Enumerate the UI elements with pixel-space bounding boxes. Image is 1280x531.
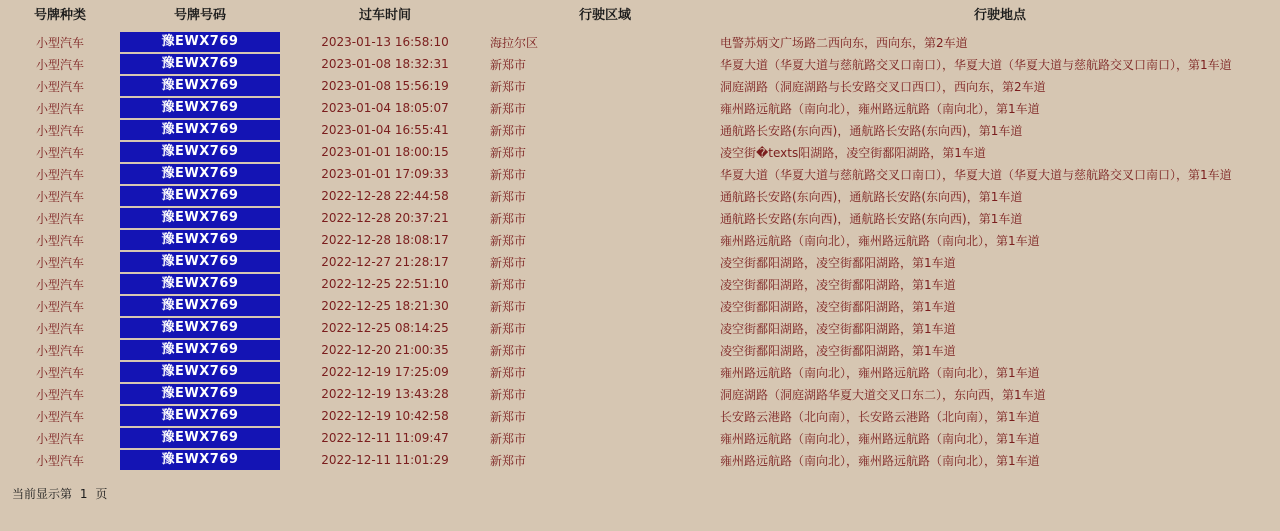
cell-plate-type: 小型汽车 <box>0 97 120 119</box>
plate-badge[interactable]: 豫EWX769 <box>120 296 280 316</box>
table-row[interactable] <box>0 53 1280 75</box>
cell-pass-time: 2022-12-28 18:08:17 <box>280 229 490 251</box>
cell-plate-number <box>120 229 280 251</box>
table-row[interactable] <box>0 251 1280 273</box>
cell-plate-number <box>120 141 280 163</box>
plate-badge[interactable]: 豫EWX769 <box>120 450 280 470</box>
cell-plate-type: 小型汽车 <box>0 53 120 75</box>
cell-plate-number <box>120 207 280 229</box>
cell-plate-type: 小型汽车 <box>0 383 120 405</box>
cell-area: 新郑市 <box>490 405 720 427</box>
cell-area: 新郑市 <box>490 163 720 185</box>
cell-area: 新郑市 <box>490 273 720 295</box>
cell-plate-number <box>120 273 280 295</box>
cell-place: 凌空街鄱阳湖路，凌空街鄱阳湖路，第1车道 <box>720 295 1280 317</box>
table-row[interactable] <box>0 163 1280 185</box>
cell-area: 新郑市 <box>490 229 720 251</box>
table-row[interactable] <box>0 427 1280 449</box>
cell-pass-time: 2023-01-08 18:32:31 <box>280 53 490 75</box>
cell-plate-type: 小型汽车 <box>0 317 120 339</box>
cell-pass-time: 2022-12-27 21:28:17 <box>280 251 490 273</box>
cell-place: 凌空街�texts阳湖路，凌空街鄱阳湖路，第1车道 <box>720 141 1280 163</box>
cell-plate-number <box>120 317 280 339</box>
table-row[interactable] <box>0 361 1280 383</box>
cell-area: 新郑市 <box>490 295 720 317</box>
pagination-current-page[interactable]: 1 <box>79 487 88 501</box>
cell-plate-type: 小型汽车 <box>0 207 120 229</box>
cell-pass-time: 2022-12-25 18:21:30 <box>280 295 490 317</box>
cell-plate-number <box>120 31 280 53</box>
column-header-plate-type: 号牌种类 <box>0 0 120 31</box>
cell-plate-type: 小型汽车 <box>0 75 120 97</box>
plate-badge[interactable]: 豫EWX769 <box>120 252 280 272</box>
cell-area: 新郑市 <box>490 97 720 119</box>
plate-badge[interactable]: 豫EWX769 <box>120 186 280 206</box>
table-row[interactable] <box>0 383 1280 405</box>
cell-place: 凌空街鄱阳湖路，凌空街鄱阳湖路，第1车道 <box>720 273 1280 295</box>
column-header-plate-number: 号牌号码 <box>120 0 280 31</box>
cell-area: 新郑市 <box>490 339 720 361</box>
cell-place: 长安路云港路（北向南），长安路云港路（北向南），第1车道 <box>720 405 1280 427</box>
table-row[interactable] <box>0 119 1280 141</box>
cell-place: 电警苏炳文广场路二西向东，西向东，第2车道 <box>720 31 1280 53</box>
table-row[interactable] <box>0 185 1280 207</box>
cell-plate-number <box>120 185 280 207</box>
cell-plate-type: 小型汽车 <box>0 31 120 53</box>
cell-pass-time: 2022-12-19 17:25:09 <box>280 361 490 383</box>
cell-place: 雍州路远航路（南向北），雍州路远航路（南向北），第1车道 <box>720 97 1280 119</box>
cell-pass-time: 2023-01-13 16:58:10 <box>280 31 490 53</box>
plate-badge[interactable]: 豫EWX769 <box>120 120 280 140</box>
cell-place: 凌空街鄱阳湖路，凌空街鄱阳湖路，第1车道 <box>720 317 1280 339</box>
cell-plate-type: 小型汽车 <box>0 163 120 185</box>
table-row[interactable] <box>0 141 1280 163</box>
cell-area: 新郑市 <box>490 427 720 449</box>
pagination-suffix-label: 页 <box>95 487 108 501</box>
pagination-footer <box>0 485 1280 502</box>
table-row[interactable] <box>0 449 1280 471</box>
cell-place: 凌空街鄱阳湖路，凌空街鄱阳湖路，第1车道 <box>720 251 1280 273</box>
plate-badge[interactable]: 豫EWX769 <box>120 384 280 404</box>
cell-place: 通航路长安路(东向西)，通航路长安路(东向西)，第1车道 <box>720 207 1280 229</box>
cell-pass-time: 2022-12-19 10:42:58 <box>280 405 490 427</box>
cell-plate-number <box>120 75 280 97</box>
table-header <box>0 0 1280 31</box>
cell-plate-type: 小型汽车 <box>0 339 120 361</box>
plate-badge[interactable]: 豫EWX769 <box>120 274 280 294</box>
table-row[interactable] <box>0 295 1280 317</box>
cell-plate-number <box>120 251 280 273</box>
cell-pass-time: 2022-12-11 11:01:29 <box>280 449 490 471</box>
cell-area: 新郑市 <box>490 75 720 97</box>
cell-area: 新郑市 <box>490 141 720 163</box>
cell-place: 雍州路远航路（南向北），雍州路远航路（南向北），第1车道 <box>720 449 1280 471</box>
cell-area: 新郑市 <box>490 119 720 141</box>
cell-pass-time: 2023-01-08 15:56:19 <box>280 75 490 97</box>
column-header-pass-time: 过车时间 <box>280 0 490 31</box>
cell-place: 雍州路远航路（南向北），雍州路远航路（南向北），第1车道 <box>720 229 1280 251</box>
cell-plate-type: 小型汽车 <box>0 251 120 273</box>
plate-badge[interactable]: 豫EWX769 <box>120 230 280 250</box>
cell-place: 洞庭湖路（洞庭湖路与长安路交叉口西口），西向东，第2车道 <box>720 75 1280 97</box>
pagination-prefix-label: 当前显示第 <box>12 487 73 501</box>
cell-plate-number <box>120 295 280 317</box>
cell-plate-type: 小型汽车 <box>0 185 120 207</box>
table-row[interactable] <box>0 317 1280 339</box>
cell-plate-number <box>120 119 280 141</box>
cell-plate-type: 小型汽车 <box>0 273 120 295</box>
cell-plate-number <box>120 97 280 119</box>
cell-place: 洞庭湖路（洞庭湖路华夏大道交叉口东二），东向西，第1车道 <box>720 383 1280 405</box>
cell-plate-number <box>120 427 280 449</box>
cell-plate-number <box>120 405 280 427</box>
table-row[interactable] <box>0 97 1280 119</box>
cell-place: 雍州路远航路（南向北），雍州路远航路（南向北），第1车道 <box>720 361 1280 383</box>
table-row[interactable] <box>0 207 1280 229</box>
cell-place: 凌空街鄱阳湖路，凌空街鄱阳湖路，第1车道 <box>720 339 1280 361</box>
table-row[interactable] <box>0 31 1280 53</box>
cell-plate-type: 小型汽车 <box>0 449 120 471</box>
cell-pass-time: 2023-01-04 16:55:41 <box>280 119 490 141</box>
cell-pass-time: 2023-01-01 17:09:33 <box>280 163 490 185</box>
plate-badge[interactable]: 豫EWX769 <box>120 428 280 448</box>
table-row[interactable] <box>0 273 1280 295</box>
cell-plate-number <box>120 53 280 75</box>
cell-pass-time: 2023-01-04 18:05:07 <box>280 97 490 119</box>
plate-badge[interactable]: 豫EWX769 <box>120 98 280 118</box>
cell-area: 新郑市 <box>490 185 720 207</box>
cell-plate-type: 小型汽车 <box>0 295 120 317</box>
cell-area: 新郑市 <box>490 53 720 75</box>
cell-plate-number <box>120 163 280 185</box>
plate-badge[interactable]: 豫EWX769 <box>120 340 280 360</box>
cell-area: 海拉尔区 <box>490 31 720 53</box>
cell-plate-number <box>120 361 280 383</box>
cell-plate-number <box>120 383 280 405</box>
table-body <box>0 31 1280 471</box>
cell-plate-type: 小型汽车 <box>0 405 120 427</box>
table-row[interactable] <box>0 229 1280 251</box>
cell-plate-type: 小型汽车 <box>0 427 120 449</box>
cell-pass-time: 2023-01-01 18:00:15 <box>280 141 490 163</box>
cell-area: 新郑市 <box>490 317 720 339</box>
cell-area: 新郑市 <box>490 449 720 471</box>
cell-pass-time: 2022-12-25 08:14:25 <box>280 317 490 339</box>
plate-badge[interactable]: 豫EWX769 <box>120 208 280 228</box>
cell-pass-time: 2022-12-20 21:00:35 <box>280 339 490 361</box>
cell-pass-time: 2022-12-19 13:43:28 <box>280 383 490 405</box>
cell-plate-number <box>120 449 280 471</box>
table-row[interactable] <box>0 405 1280 427</box>
column-header-area: 行驶区域 <box>490 0 720 31</box>
cell-area: 新郑市 <box>490 361 720 383</box>
plate-badge[interactable]: 豫EWX769 <box>120 32 280 52</box>
plate-badge[interactable]: 豫EWX769 <box>120 406 280 426</box>
cell-place: 通航路长安路(东向西)，通航路长安路(东向西)，第1车道 <box>720 185 1280 207</box>
plate-badge[interactable]: 豫EWX769 <box>120 362 280 382</box>
table-header-row <box>0 0 1280 31</box>
cell-place: 雍州路远航路（南向北），雍州路远航路（南向北），第1车道 <box>720 427 1280 449</box>
plate-badge[interactable]: 豫EWX769 <box>120 142 280 162</box>
cell-place: 华夏大道（华夏大道与慈航路交叉口南口），华夏大道（华夏大道与慈航路交叉口南口），第1车道 <box>720 163 1280 185</box>
cell-place: 通航路长安路(东向西)，通航路长安路(东向西)，第1车道 <box>720 119 1280 141</box>
cell-plate-type: 小型汽车 <box>0 361 120 383</box>
cell-pass-time: 2022-12-28 20:37:21 <box>280 207 490 229</box>
table-row[interactable] <box>0 339 1280 361</box>
cell-place: 华夏大道（华夏大道与慈航路交叉口南口），华夏大道（华夏大道与慈航路交叉口南口），第1车道 <box>720 53 1280 75</box>
plate-badge[interactable]: 豫EWX769 <box>120 164 280 184</box>
cell-area: 新郑市 <box>490 207 720 229</box>
cell-pass-time: 2022-12-25 22:51:10 <box>280 273 490 295</box>
column-header-place: 行驶地点 <box>720 0 1280 31</box>
plate-badge[interactable]: 豫EWX769 <box>120 54 280 74</box>
cell-pass-time: 2022-12-11 11:09:47 <box>280 427 490 449</box>
cell-plate-type: 小型汽车 <box>0 141 120 163</box>
cell-plate-type: 小型汽车 <box>0 119 120 141</box>
cell-plate-number <box>120 339 280 361</box>
plate-badge[interactable]: 豫EWX769 <box>120 76 280 96</box>
cell-area: 新郑市 <box>490 251 720 273</box>
table-row[interactable] <box>0 75 1280 97</box>
plate-badge[interactable]: 豫EWX769 <box>120 318 280 338</box>
cell-area: 新郑市 <box>490 383 720 405</box>
cell-plate-type: 小型汽车 <box>0 229 120 251</box>
cell-pass-time: 2022-12-28 22:44:58 <box>280 185 490 207</box>
